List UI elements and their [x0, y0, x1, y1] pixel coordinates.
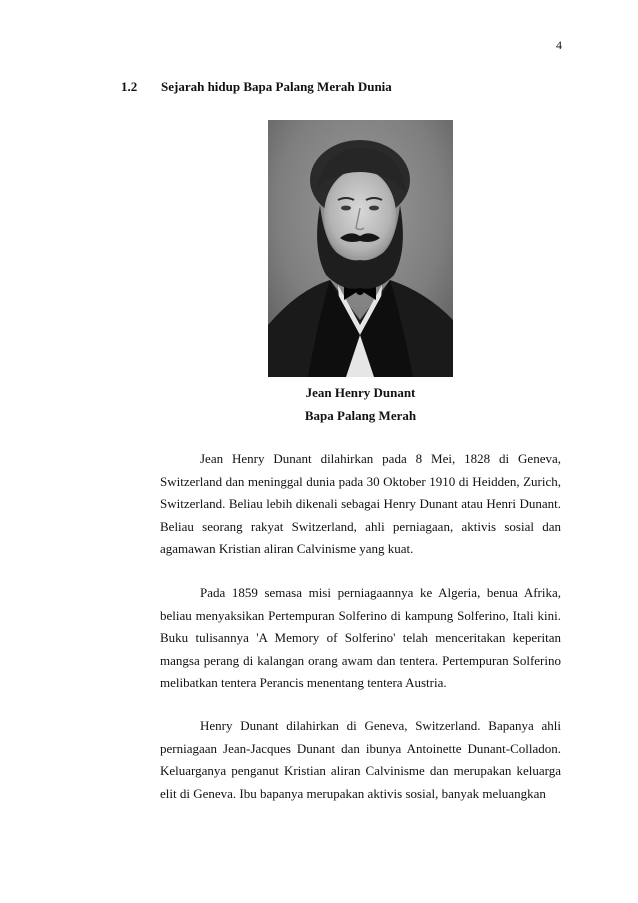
paragraph-3: [160, 715, 561, 805]
portrait-photo: [268, 120, 453, 377]
paragraph-1: [160, 448, 561, 561]
section-heading: [121, 79, 392, 95]
figure-caption-name: Jean Henry Dunant: [305, 385, 416, 400]
page-number: 4: [556, 38, 562, 52]
portrait-image: [268, 120, 453, 377]
section-number: 1.2: [121, 79, 138, 94]
paragraph-text: Henry Dunant dilahirkan di Geneva, Switzerland. Bapanya ahli perniagaan Jean-Jacques Dunant dan ibunya Antoinette Dunant-Colladon. Keluarganya penganut Kristian aliran Calvinisme dan merupakan keluarga elit di Geneva. Ibu bapanya merupakan aktivis sosial, banyak meluangkan: [160, 718, 561, 801]
paragraph-text: Jean Henry Dunant dilahirkan pada 8 Mei, 1828 di Geneva, Switzerland dan meninggal dunia pada 30 Oktober 1910 di Heidden, Zurich, Switzerland. Beliau lebih dikenali sebagai Henry Dunant atau Henri Dunant. Beliau seorang rakyat Switzerland, ahli perniagaan, aktivis sosial dan agamawan Kristian aliran Calvinisme yang kuat.: [160, 451, 561, 557]
section-title: Sejarah hidup Bapa Palang Merah Dunia: [161, 79, 392, 94]
figure-caption-title: Bapa Palang Merah: [304, 408, 417, 423]
paragraph-text: Pada 1859 semasa misi perniagaannya ke Algeria, benua Afrika, beliau menyaksikan Pertempuran Solferino di kampung Solferino, Itali kini. Buku tulisannya 'A Memory of Solferino' telah menceritakan keperitan mangsa perang di kalangan orang awam dan tentera. Pertempuran Solferino melibatkan tentera Perancis menentang tentera Austria.: [160, 585, 561, 691]
paragraph-2: [160, 582, 561, 695]
